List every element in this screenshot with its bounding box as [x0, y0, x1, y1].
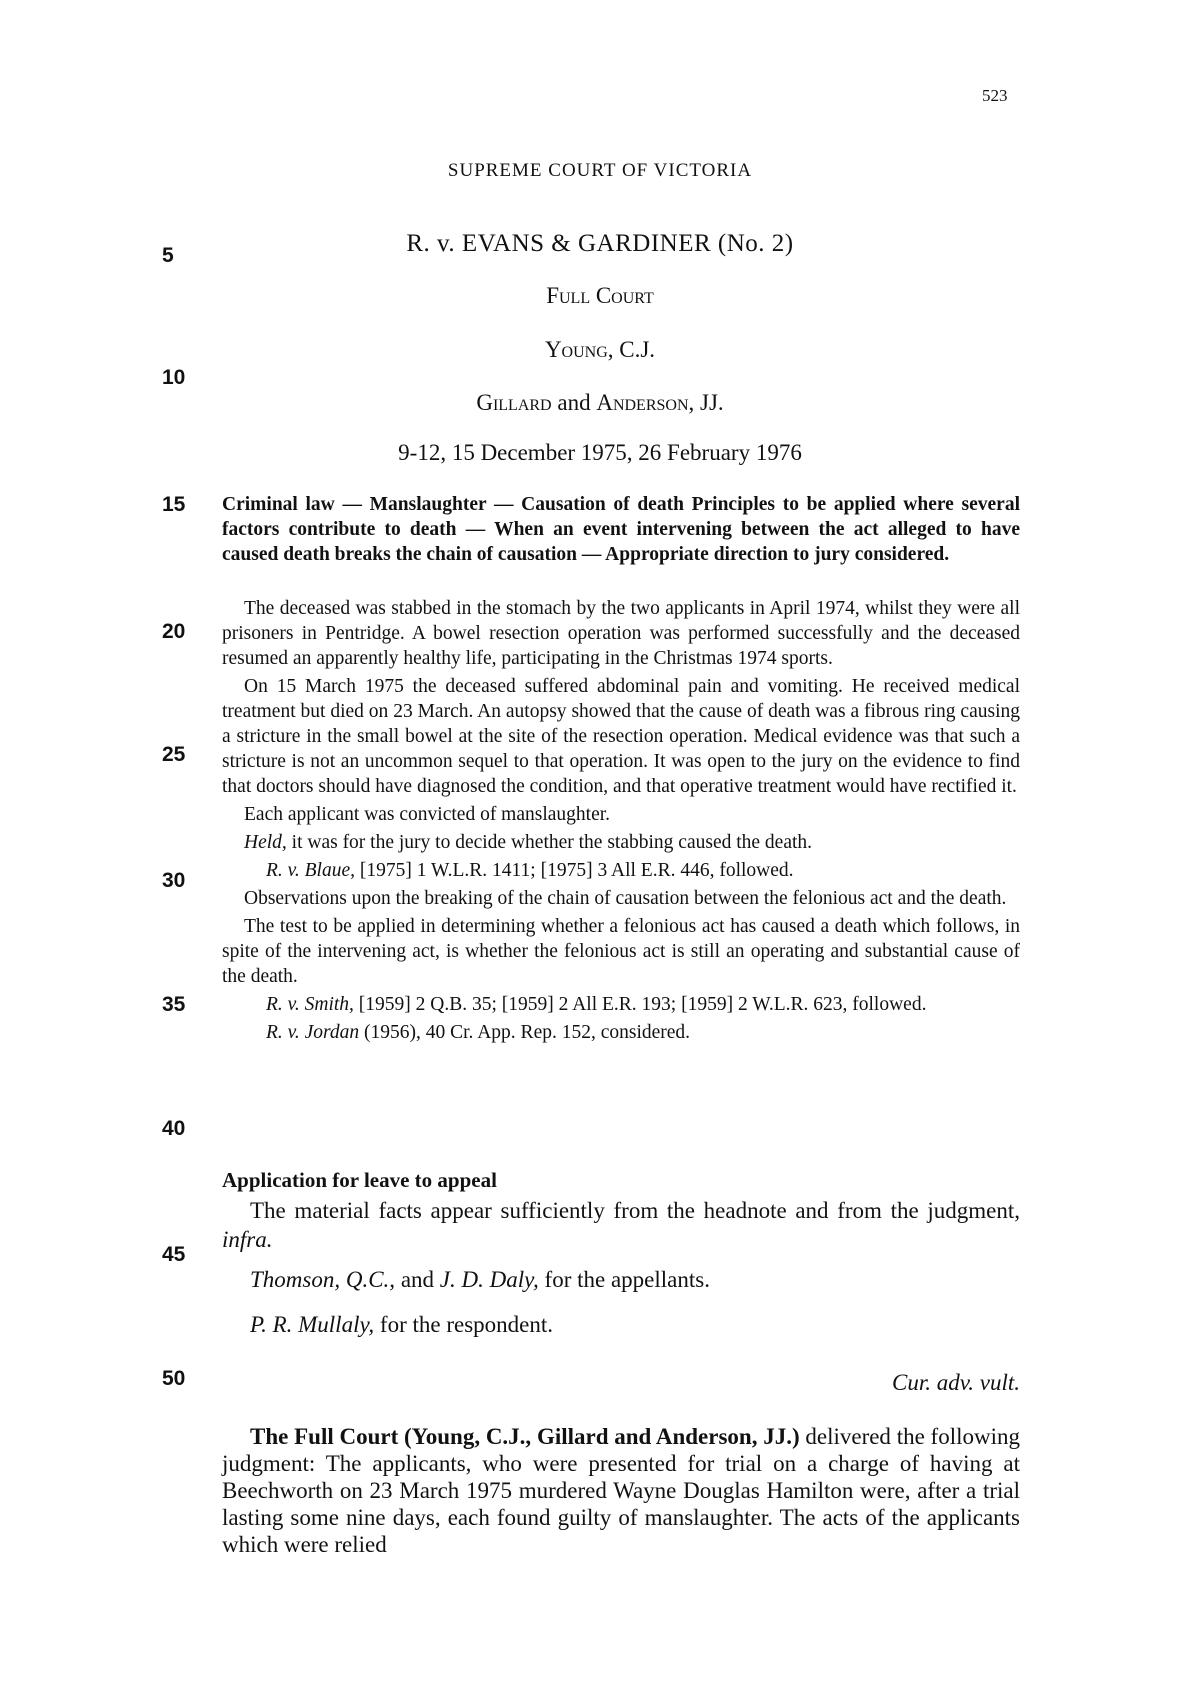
citation [222, 1020, 1020, 1045]
headnote-paragraph: Observations upon the breaking of the chain of causation between the felonious act and the death. [244, 888, 1007, 909]
citation-name: R. v. Blaue, [266, 860, 355, 881]
counsel-role: for the respondent. [374, 1312, 553, 1337]
line-number: 30 [162, 869, 186, 892]
held-label: Held, [244, 832, 287, 853]
catchwords: Criminal law — Manslaughter — Causation of death Principles to be applied where several factors contribute to death — When an event intervening between the act alleged to have caused death breaks the chain of causation — Appropriate direction to jury considered. [222, 494, 1020, 565]
counsel-name: P. R. Mullaly, [250, 1312, 375, 1337]
line-number: 5 [162, 244, 174, 267]
citation-text: [1959] 2 Q.B. 35; [1959] 2 All E.R. 193; [1959] 2 W.L.R. 623, followed. [353, 994, 927, 1015]
headnote-paragraph: On 15 March 1975 the deceased suffered abdominal pain and vomiting. He received medical treatment but died on 23 March. An autopsy showed that the cause of death was a fibrous ring causing a stricture in the small bowel at the site of the resection operation. Medical evidence was that such a stricture is not an uncommon sequel to that operation. It was open to the jury on the evidence to find that doctors should have diagnosed the condition, and that operative treatment would have rectified it. [222, 676, 1020, 797]
line-number: 35 [162, 993, 186, 1016]
judgment-lead: The Full Court (Young, C.J., Gillard and Anderson, JJ.) [250, 1424, 800, 1449]
line-number: 45 [162, 1243, 186, 1266]
facts-text: The material facts appear sufficiently from the headnote and from the judgment, [250, 1198, 1020, 1223]
headnote-paragraph: Each applicant was convicted of manslaughter. [244, 804, 611, 825]
citation [222, 992, 1020, 1017]
counsel-name: J. D. Daly, [439, 1267, 539, 1292]
judgment-paragraph [222, 1423, 1020, 1558]
page-number: 523 [982, 86, 1008, 105]
judge-line-2 [0, 390, 1200, 416]
judge-suffix: , JJ. [688, 390, 724, 415]
line-number: 40 [162, 1117, 186, 1140]
counsel-respondent [250, 1310, 553, 1339]
counsel-name: Thomson, Q.C., [250, 1267, 396, 1292]
counsel-connector: and [395, 1267, 440, 1292]
citation [222, 858, 1020, 883]
judge-name: Anderson [596, 390, 689, 415]
headnote-paragraph: The test to be applied in determining whether a felonious act has caused a death which follows, in spite of the intervening act, is whether the felonious act is still an operating and substantial cause of the death. [222, 916, 1020, 987]
judge-name: Gillard [476, 390, 552, 415]
application-heading: Application for leave to appeal [222, 1168, 497, 1192]
line-number: 50 [162, 1367, 186, 1390]
held-paragraph [222, 830, 1020, 855]
line-number: 15 [162, 493, 186, 516]
court-type: Full Court [546, 283, 654, 308]
hearing-dates: 9-12, 15 December 1975, 26 February 1976 [398, 440, 802, 465]
counsel-role: for the appellants. [538, 1267, 710, 1292]
line-number: 25 [162, 743, 186, 766]
counsel-appellants [250, 1265, 710, 1294]
citation-name: R. v. Smith, [266, 994, 354, 1015]
court-name: SUPREME COURT OF VICTORIA [447, 160, 753, 181]
held-text: it was for the jury to decide whether the stabbing caused the death. [286, 832, 813, 853]
judgment-text: delivered the following judgment: The applicants, who were presented for trial on a charge of having at Beechworth on 23 March 1975 murdered Wayne Douglas Hamilton were, after a trial lasting some nine days, each found guilty of manslaughter. The acts of the applicants which were relied [222, 1424, 1020, 1557]
line-number: 10 [162, 366, 186, 389]
case-title: R. v. EVANS & GARDINER (No. 2) [406, 230, 794, 257]
cur-adv-vult: Cur. adv. vult. [892, 1370, 1020, 1395]
headnote-paragraph: The deceased was stabbed in the stomach by the two applicants in April 1974, whilst they were all prisoners in Pentridge. A bowel resection operation was performed successfully and the deceased resumed an apparently healthy life, participating in the Christmas 1974 sports. [222, 598, 1020, 669]
headnote [222, 596, 1020, 1048]
citation-name: R. v. Jordan [266, 1022, 360, 1043]
citation-text: [1975] 1 W.L.R. 1411; [1975] 3 All E.R. 446, followed. [354, 860, 794, 881]
judge-line-1: Young, C.J. [544, 337, 656, 362]
judge-connector: and [551, 390, 597, 415]
line-number: 20 [162, 620, 186, 643]
citation-text: (1956), 40 Cr. App. Rep. 152, considered. [359, 1022, 691, 1043]
facts-infra: infra. [222, 1227, 273, 1252]
facts-paragraph [222, 1196, 1020, 1254]
